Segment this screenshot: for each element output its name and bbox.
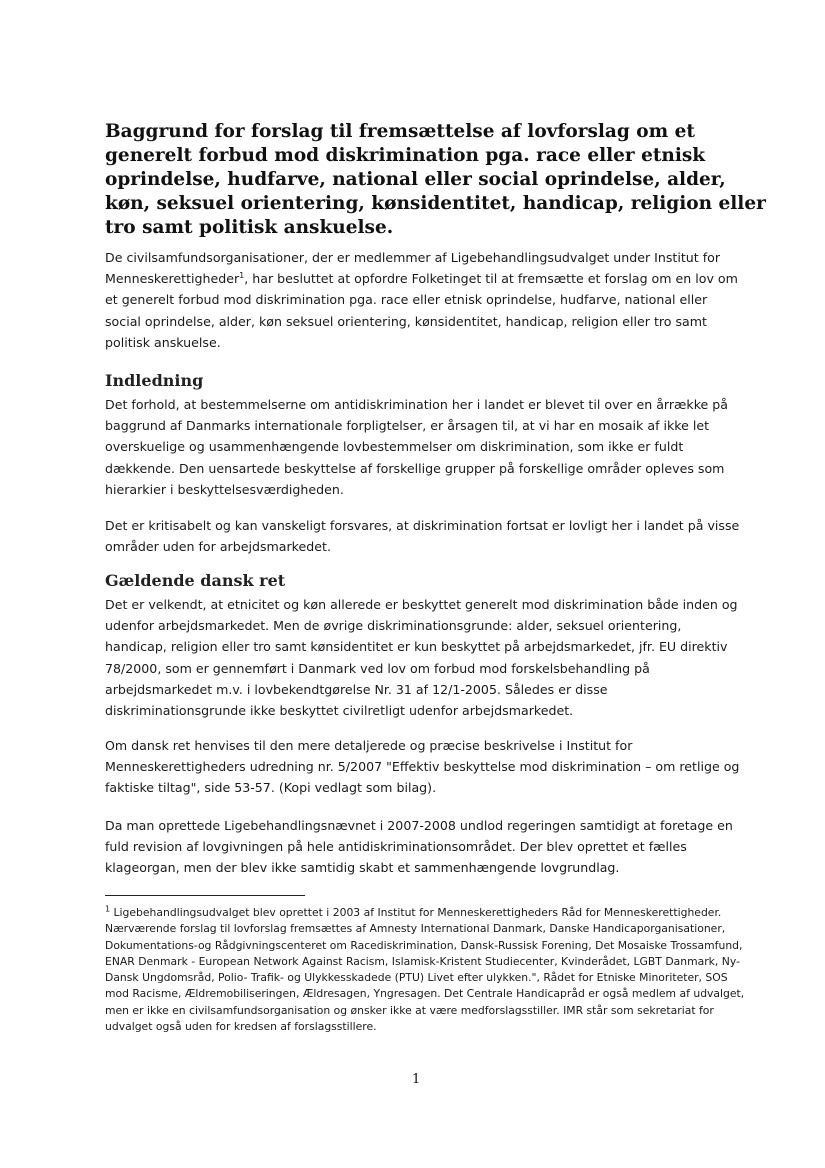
page-number: 1: [412, 1072, 421, 1087]
section-heading-indledning: Indledning: [105, 371, 204, 390]
footnote-reference[interactable]: 1: [239, 271, 245, 281]
dansk-ret-paragraph-3: Da man oprettede Ligebehandlingsnævnet i 2007-2008 undlod regeringen samtidigt at foretage en fuld revision af lovgivningen på hele antidiskriminationsområdet. Der blev oprettet et fælles klageorgan, men der blev ikke samtidig skabt et sammenhængende lovgrundlag.: [105, 818, 733, 876]
indledning-paragraph-1: Det forhold, at bestemmelserne om antidiskrimination her i landet er blevet til over en årrække på baggrund af Danmarks internationale forpligtelser, er årsagen til, at vi har en mosaik af ikke let overskuelige og usammenhængende lovbestemmelser om diskrimination, som ikke er fuldt dækkende. Den uensartede beskyttelse af forskellige grupper på forskellige områder opleves som hierarkier i beskyttelsesværdigheden.: [105, 397, 729, 497]
intro-text-start: De civilsamfundsorganisationer, der er medlemmer af Ligebehandlingsudvalget under Institut for Menneskerettigheder: [105, 250, 721, 287]
footnote-text: Ligebehandlingsudvalget blev oprettet i 2003 af Institut for Menneskerettigheders Råd for Menneskerettigheder. Nærværende forslag til lovforslag fremsættes af Amnesty International Danmark, Danske Handicaporganisationer, Dokumentations-og Rådgivningscenteret om Racediskrimination, Dansk-Russisk Forening, Det Mosaiske Trossamfund, ENAR Denmark - European Network Against Racism, Islamisk-Kristent Studiecenter, Kvinderådet, LGBT Danmark, Ny-Dansk Ungdomsråd, Polio- Trafik- og Ulykkesskadede (PTU) Livet efter ulykken.", Rådet for Etniske Minoriteter, SOS mod Racisme, Ældremobiliseringen, Ældresagen, Yngresagen. Det Centrale Handicapråd er også medlem af udvalget, men er ikke en civilsamfundsorganisation og ønsker ikke at være medforslagsstiller. IMR står som sekretariat for udvalget også uden for kredsen af forslagsstillere.: [105, 906, 745, 1034]
dansk-ret-paragraph-2: Om dansk ret henvises til den mere detaljerede og præcise beskrivelse i Institut for Menneskerettigheders udredning nr. 5/2007 "Effektiv beskyttelse mod diskrimination – om retlige og faktiske tiltag", side 53-57. (Kopi vedlagt som bilag).: [105, 738, 740, 796]
footnote-separator: [105, 895, 305, 896]
dansk-ret-paragraph-1: Det er velkendt, at etnicitet og køn allerede er beskyttet generelt mod diskrimination både inden og udenfor arbejdsmarkedet. Men de øvrige diskriminationsgrunde: alder, seksuel orientering, handicap, religion eller tro samt kønsidentitet er kun beskyttet på arbejdsmarkedet, jfr. EU direktiv 78/2000, som er gennemført i Danmark ved lov om forbud mod forskelsbehandling på arbejdsmarkedet m.v. i lovbekendtgørelse Nr. 31 af 12/1-2005. Således er disse diskriminationsgrunde ikke beskyttet civilretligt udenfor arbejdsmarkedet.: [105, 597, 738, 719]
document-title: Baggrund for forslag til fremsættelse af lovforslag om et generelt forbud mod diskrimination pga. race eller etnisk oprindelse, hudfarve, national eller social oprindelse, alder, køn, seksuel orientering, kønsidentitet, handicap, religion eller tro samt politisk anskuelse.: [105, 121, 766, 238]
intro-text-end: , har besluttet at opfordre Folketinget til at fremsætte et forslag om en lov om et generelt forbud mod diskrimination pga. race eller etnisk oprindelse, hudfarve, national eller social oprindelse, alder, køn seksuel orientering, kønsidentitet, handicap, religion eller tro samt politisk anskuelse.: [105, 271, 738, 350]
footnote-mark: 1: [105, 904, 111, 914]
indledning-paragraph-2: Det er kritisabelt og kan vanskeligt forsvares, at diskrimination fortsat er lovligt her i landet på visse områder uden for arbejdsmarkedet.: [105, 518, 740, 555]
footnote: [105, 905, 745, 1035]
intro-paragraph: [105, 247, 745, 353]
section-heading-gaeldende-dansk-ret: Gældende dansk ret: [105, 571, 286, 590]
